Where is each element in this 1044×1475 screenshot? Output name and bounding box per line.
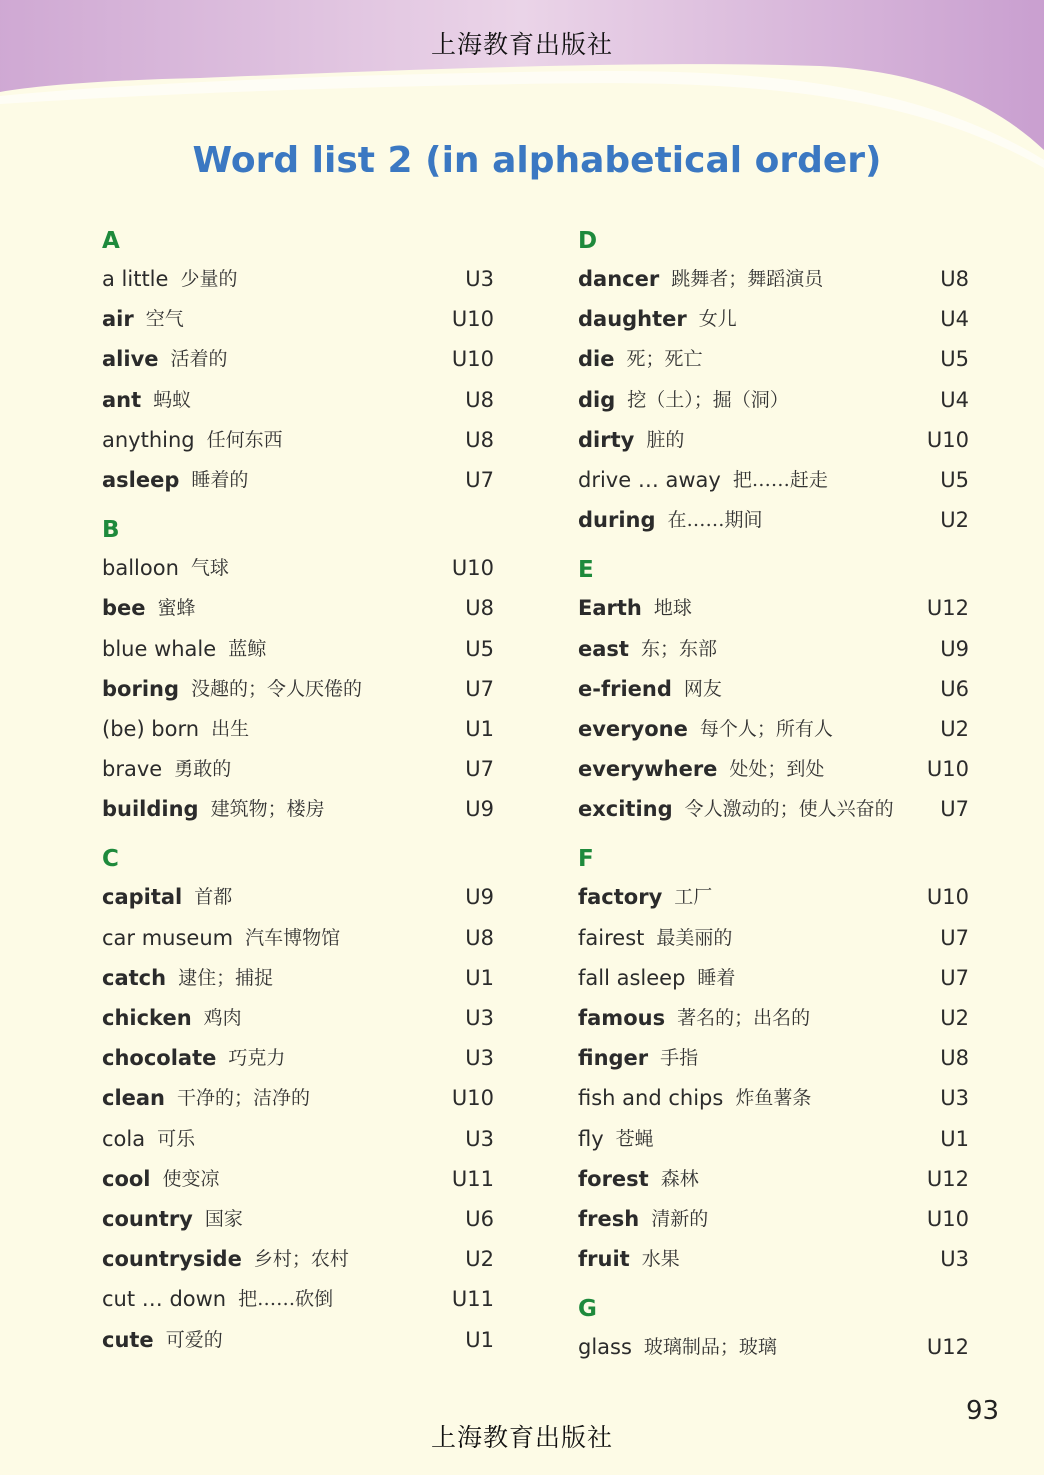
entry-unit: U5 [940,467,969,492]
entry-word: anything [102,427,195,452]
entry-unit: U5 [465,636,494,661]
word-entry [102,754,494,794]
entry-unit: U10 [451,1086,494,1111]
word-entry [578,1003,969,1043]
entry-chinese-meaning: 死；死亡 [626,348,703,371]
entry-unit: U8 [465,596,494,621]
entry-word: daughter [578,307,687,332]
entry-unit: U11 [451,1166,494,1191]
entry-chinese-meaning: 女儿 [698,308,737,331]
entry-chinese-meaning: 少量的 [180,268,238,290]
entry-unit: U2 [465,1247,494,1272]
publisher-footer: 上海教育出版社 [430,1423,613,1452]
entry-word: east [578,636,629,661]
entry-unit: U10 [451,307,494,332]
entry-chinese-meaning: 勇敢的 [174,758,232,781]
section-g [578,1294,969,1372]
entry-chinese-meaning: 乡村；农村 [253,1248,349,1271]
entry-chinese-meaning: 睡着的 [191,468,249,491]
entry-word: dirty [578,427,635,452]
word-entry [578,674,969,714]
entry-word: cut … down [102,1287,227,1312]
word-entry [102,1124,494,1164]
entry-chinese-meaning: 处处；到处 [729,758,825,781]
entry-chinese-meaning: 网友 [683,677,722,700]
entry-word: chicken [102,1006,192,1030]
section-letter: E [578,557,594,584]
entry-chinese-meaning: 手指 [660,1047,699,1070]
entry-unit: U2 [940,508,969,533]
word-entry [102,1325,494,1365]
word-entry [102,1083,494,1123]
entry-word: air [102,307,134,332]
entry-word: country [102,1206,193,1231]
entry-word: dig [578,387,616,412]
entry-unit: U3 [465,1006,494,1030]
word-entry [102,634,494,674]
word-entry [102,304,494,344]
entry-word: clean [102,1086,166,1111]
entry-word: fairest [578,925,645,950]
entry-chinese-meaning: 地球 [653,597,692,620]
entry-unit: U1 [940,1126,969,1151]
entry-chinese-meaning: 每个人；所有人 [699,717,833,740]
word-entry [102,1164,494,1204]
word-entry [578,264,969,304]
entry-word: fall asleep [578,965,686,990]
word-entry [578,882,969,922]
section-letter: A [102,228,120,254]
entry-chinese-meaning: 蓝鲸 [228,637,267,660]
entry-unit: U2 [940,1006,969,1030]
entry-word: cola [102,1126,146,1151]
entry-chinese-meaning: 蚂蚁 [153,388,192,411]
section-c [102,844,494,1364]
entry-chinese-meaning: 东；东部 [640,637,717,660]
section-a [102,226,494,505]
entry-unit: U10 [451,347,494,372]
entry-chinese-meaning: 水果 [641,1248,680,1271]
entry-word: car museum [102,925,234,950]
entry-unit: U12 [926,1166,969,1191]
entry-chinese-meaning: 可乐 [157,1127,196,1150]
entry-unit: U8 [465,427,494,452]
entry-chinese-meaning: 活着的 [170,348,228,371]
word-entry [102,923,494,963]
word-entry [102,264,494,304]
word-entry [578,794,969,834]
entry-unit: U8 [940,267,969,291]
entry-chinese-meaning: 著名的；出名的 [677,1007,811,1029]
entry-chinese-meaning: 气球 [190,557,229,580]
entry-chinese-meaning: 工厂 [674,886,713,909]
entry-word: a little [102,267,169,291]
entry-chinese-meaning: 出生 [211,717,250,740]
word-entry [578,1124,969,1164]
entry-word: e-friend [578,676,672,701]
entry-word: balloon [102,556,179,581]
word-entry [102,714,494,754]
entry-chinese-meaning: 首都 [194,886,233,909]
entry-unit: U3 [940,1247,969,1272]
entry-unit: U8 [465,387,494,412]
entry-word: Earth [578,596,642,621]
entry-unit: U3 [465,267,494,291]
entry-chinese-meaning: 清新的 [651,1207,709,1230]
word-entry [102,963,494,1003]
entry-chinese-meaning: 蜜蜂 [157,597,196,620]
word-entry [102,674,494,714]
entry-unit: U10 [926,757,969,782]
entry-unit: U10 [926,427,969,452]
entry-chinese-meaning: 鸡肉 [203,1007,242,1029]
entry-chinese-meaning: 睡着 [697,966,736,989]
word-entry [102,344,494,384]
entry-word: everywhere [578,757,718,782]
section-letter: G [578,1296,597,1323]
entry-chinese-meaning: 跳舞者；舞蹈演员 [671,268,824,290]
entry-unit: U3 [465,1126,494,1151]
word-entry [102,794,494,834]
entry-word: boring [102,676,179,701]
entry-word: fish and chips [578,1086,724,1111]
word-entry [578,385,969,425]
entry-word: factory [578,885,663,910]
entry-word: fly [578,1126,604,1151]
entry-word: countryside [102,1247,242,1272]
entry-word: exciting [578,797,673,822]
word-entry [102,882,494,922]
entry-unit: U10 [451,556,494,581]
entry-unit: U10 [926,1206,969,1231]
entry-word: famous [578,1006,666,1030]
entry-chinese-meaning: 森林 [660,1167,699,1190]
entry-unit: U4 [940,307,969,332]
page-title: Word list 2 (in alphabetical order) [192,140,882,181]
entry-chinese-meaning: 巧克力 [228,1047,286,1070]
entry-chinese-meaning: 可爱的 [165,1328,223,1351]
entry-unit: U2 [940,716,969,741]
entry-chinese-meaning: 令人激动的；使人兴奋的 [684,798,894,821]
entry-unit: U9 [465,885,494,910]
word-entry [578,304,969,344]
word-entry [102,1244,494,1284]
section-b [102,515,494,834]
entry-chinese-meaning: 把……赶走 [732,468,828,491]
entry-word: capital [102,885,183,910]
entry-chinese-meaning: 最美丽的 [656,926,733,949]
entry-word: blue whale [102,636,217,661]
entry-word: forest [578,1166,649,1191]
entry-unit: U1 [465,965,494,990]
word-entry [578,593,969,633]
entry-chinese-meaning: 建筑物；楼房 [210,798,325,821]
entry-word: die [578,347,615,372]
entry-word: fresh [578,1206,640,1231]
section-letter: C [102,846,119,873]
word-entry [102,465,494,505]
word-entry [578,344,969,384]
entry-word: brave [102,757,163,782]
word-entry [578,1043,969,1083]
entry-chinese-meaning: 使变凉 [162,1167,220,1190]
entry-word: cool [102,1166,151,1191]
entry-word: bee [102,596,146,621]
entry-unit: U3 [940,1086,969,1111]
word-entry [102,425,494,465]
section-letter: D [578,228,598,254]
publisher-header: 上海教育出版社 [430,30,613,59]
entry-unit: U7 [465,757,494,782]
entry-chinese-meaning: 苍蝇 [615,1127,654,1150]
entry-word: asleep [102,467,180,492]
word-list-left-column [102,226,494,1375]
entry-word: dancer [578,267,660,291]
entry-word: alive [102,347,159,372]
entry-unit: U9 [940,636,969,661]
entry-chinese-meaning: 在……期间 [667,509,763,532]
entry-word: glass [578,1335,632,1360]
entry-unit: U5 [940,347,969,372]
word-entry [578,923,969,963]
entry-unit: U6 [940,676,969,701]
entry-word: finger [578,1046,649,1071]
entry-unit: U1 [465,716,494,741]
entry-chinese-meaning: 任何东西 [206,428,283,451]
section-d [578,226,969,545]
word-entry [102,1003,494,1043]
section-f [578,844,969,1284]
word-list-right-column [578,226,969,1383]
entry-unit: U7 [940,925,969,950]
word-entry [578,634,969,674]
word-entry [578,754,969,794]
entry-word: everyone [578,716,688,741]
entry-word: chocolate [102,1046,217,1071]
entry-unit: U1 [465,1327,494,1352]
page-number: 93 [966,1396,1000,1426]
entry-word: building [102,797,199,822]
word-entry [578,1083,969,1123]
entry-word: ant [102,387,142,412]
word-entry [578,1332,969,1372]
word-entry [578,1204,969,1244]
entry-unit: U12 [926,596,969,621]
entry-chinese-meaning: 没趣的；令人厌倦的 [191,677,363,700]
entry-unit: U11 [451,1287,494,1312]
entry-unit: U6 [465,1206,494,1231]
section-letter: B [102,517,120,544]
word-entry [578,465,969,505]
entry-unit: U7 [940,965,969,990]
word-entry [102,1204,494,1244]
entry-unit: U7 [465,467,494,492]
word-entry [102,385,494,425]
entry-unit: U10 [926,885,969,910]
entry-chinese-meaning: 挖（土）；掘（洞） [627,388,789,411]
section-letter: F [578,846,594,873]
word-entry [102,1043,494,1083]
entry-chinese-meaning: 炸鱼薯条 [735,1087,812,1110]
section-e [578,555,969,834]
word-entry [102,1284,494,1324]
entry-unit: U7 [940,797,969,822]
entry-unit: U9 [465,797,494,822]
entry-unit: U7 [465,676,494,701]
entry-word: (be) born [102,716,200,741]
word-entry [578,1164,969,1204]
word-entry [578,963,969,1003]
entry-chinese-meaning: 干净的；洁净的 [177,1087,311,1110]
word-entry [578,1244,969,1284]
word-entry [102,553,494,593]
entry-unit: U12 [926,1335,969,1360]
entry-word: fruit [578,1247,630,1272]
entry-word: cute [102,1327,154,1352]
entry-chinese-meaning: 汽车博物馆 [245,926,341,949]
entry-word: catch [102,965,167,990]
word-entry [578,505,969,545]
entry-word: drive … away [578,467,721,492]
entry-chinese-meaning: 国家 [204,1207,243,1230]
entry-chinese-meaning: 把……砍倒 [238,1288,334,1311]
entry-unit: U4 [940,387,969,412]
entry-unit: U8 [465,925,494,950]
entry-chinese-meaning: 脏的 [646,428,685,451]
word-entry [578,425,969,465]
entry-chinese-meaning: 空气 [145,308,184,331]
entry-chinese-meaning: 玻璃制品；玻璃 [643,1336,777,1359]
entry-chinese-meaning: 逮住；捕捉 [178,966,274,989]
entry-unit: U8 [940,1046,969,1071]
entry-unit: U3 [465,1046,494,1071]
word-entry [102,593,494,633]
entry-word: during [578,508,656,533]
word-entry [578,714,969,754]
